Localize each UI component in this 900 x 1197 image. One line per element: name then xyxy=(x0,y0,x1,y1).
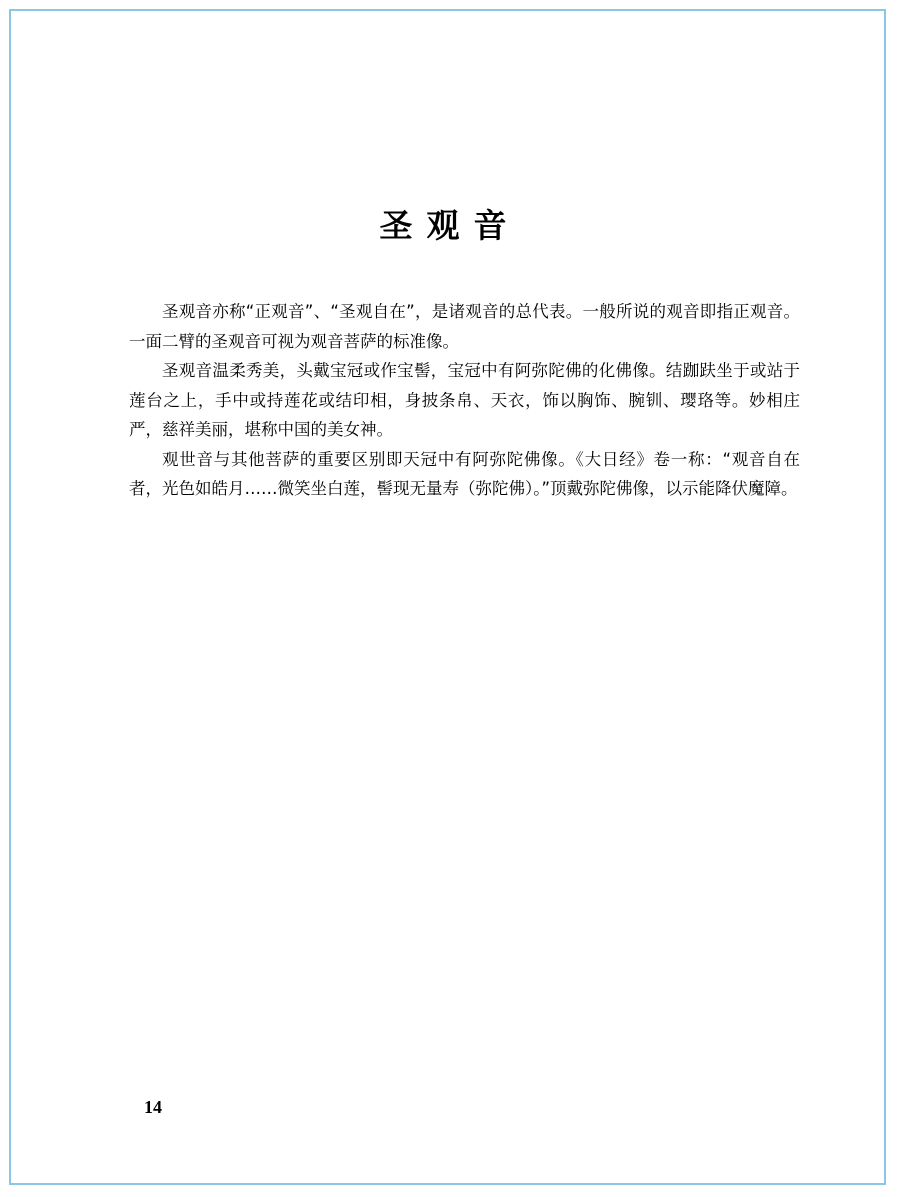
paragraph-1: 圣观音亦称“正观音”、“圣观自在”，是诸观音的总代表。一般所说的观音即指正观音。一面二臂的圣观音可视为观音菩萨的标准像。 xyxy=(129,302,800,351)
page-frame-border xyxy=(9,9,886,1185)
paragraph-2: 圣观音温柔秀美，头戴宝冠或作宝髻，宝冠中有阿弥陀佛的化佛像。结跏趺坐于或站于莲台之上，手中或持莲花或结印相，身披条帛、天衣，饰以胸饰、腕钏、璎珞等。妙相庄严，慈祥美丽，堪称中国的美女神。 xyxy=(129,361,800,439)
paragraph-3: 观世音与其他菩萨的重要区别即天冠中有阿弥陀佛像。《大日经》卷一称：“观音自在者，光色如皓月……微笑坐白莲，髻现无量寿（弥陀佛）。”顶戴弥陀佛像，以示能降伏魔障。 xyxy=(129,449,800,498)
article-body xyxy=(129,297,800,504)
page-title: 圣观音 xyxy=(379,206,521,245)
page-number: 14 xyxy=(144,1097,162,1117)
